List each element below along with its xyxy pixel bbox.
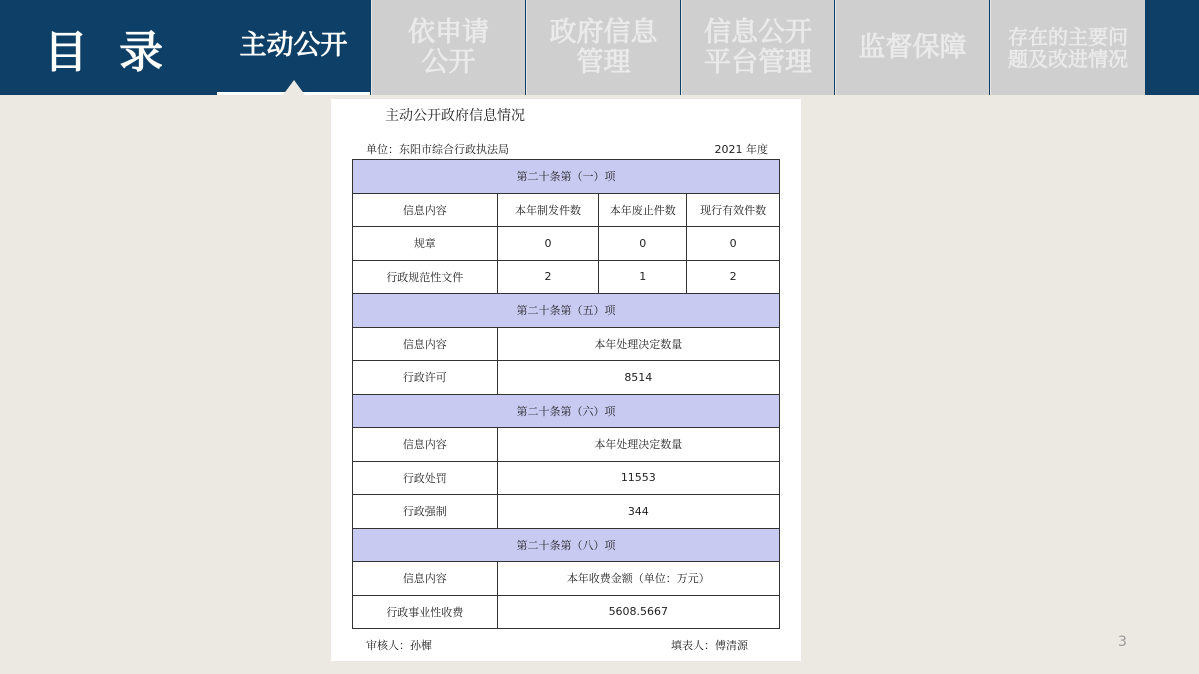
row-label: 规章 bbox=[353, 227, 498, 261]
cell-value: 344 bbox=[497, 495, 779, 529]
column-header: 本年制发件数 bbox=[497, 193, 599, 227]
column-header: 本年废止件数 bbox=[599, 193, 687, 227]
table-row bbox=[353, 227, 780, 261]
cell-value: 2 bbox=[497, 260, 599, 294]
table-row bbox=[353, 461, 780, 495]
document-unit: 单位：东阳市综合行政执法局 bbox=[366, 143, 509, 156]
tab-label-line1: 信息公开 bbox=[704, 16, 812, 48]
column-header: 信息内容 bbox=[353, 428, 498, 462]
page-number: 3 bbox=[1118, 634, 1127, 650]
tab-platform-management[interactable] bbox=[681, 0, 834, 95]
column-header: 信息内容 bbox=[353, 562, 498, 596]
tab-label: 主动公开 bbox=[239, 30, 348, 62]
tab-government-info-management[interactable] bbox=[526, 0, 680, 95]
tab-disclosure-on-request[interactable] bbox=[371, 0, 525, 95]
column-header: 信息内容 bbox=[353, 327, 498, 361]
table-row bbox=[353, 495, 780, 529]
table-row bbox=[353, 260, 780, 294]
cell-value: 2 bbox=[687, 260, 780, 294]
document-title: 主动公开政府信息情况 bbox=[385, 108, 525, 124]
document-year: 2021 年度 bbox=[714, 143, 768, 156]
cell-value: 5608.5667 bbox=[497, 595, 779, 629]
row-label: 行政强制 bbox=[353, 495, 498, 529]
table-row bbox=[353, 595, 780, 629]
tab-label-line1: 存在的主要问 bbox=[1008, 24, 1128, 49]
cell-value: 1 bbox=[599, 260, 687, 294]
toc-title: 目 录 bbox=[43, 26, 172, 78]
section-heading: 第二十条第（五）项 bbox=[353, 294, 780, 328]
top-navigation-bar bbox=[0, 0, 1199, 95]
section-heading-row bbox=[353, 528, 780, 562]
report-document bbox=[331, 99, 801, 661]
row-label: 行政事业性收费 bbox=[353, 595, 498, 629]
tab-supervision[interactable] bbox=[835, 0, 989, 95]
cell-value: 0 bbox=[497, 227, 599, 261]
report-table bbox=[352, 159, 780, 629]
tab-label-line1: 依申请 bbox=[408, 16, 489, 48]
section-heading-row bbox=[353, 160, 780, 194]
section-heading-row bbox=[353, 294, 780, 328]
tab-label: 监督保障 bbox=[858, 31, 967, 63]
column-header: 本年收费金额（单位：万元） bbox=[497, 562, 779, 596]
section-heading: 第二十条第（八）项 bbox=[353, 528, 780, 562]
row-label: 行政处罚 bbox=[353, 461, 498, 495]
table-header-row bbox=[353, 562, 780, 596]
table-row bbox=[353, 361, 780, 395]
table-header-row bbox=[353, 193, 780, 227]
tab-problems-and-improvements[interactable] bbox=[990, 0, 1145, 95]
reviewer: 审核人：孙樨 bbox=[366, 639, 432, 652]
column-header: 信息内容 bbox=[353, 193, 498, 227]
active-tab-pointer bbox=[283, 80, 305, 95]
section-heading: 第二十条第（一）项 bbox=[353, 160, 780, 194]
column-header: 本年处理决定数量 bbox=[497, 428, 779, 462]
table-header-row bbox=[353, 428, 780, 462]
row-label: 行政许可 bbox=[353, 361, 498, 395]
cell-value: 8514 bbox=[497, 361, 779, 395]
cell-value: 0 bbox=[599, 227, 687, 261]
section-heading: 第二十条第（六）项 bbox=[353, 394, 780, 428]
tab-label-line2: 公开 bbox=[421, 46, 476, 78]
tab-label-line1: 政府信息 bbox=[549, 16, 658, 48]
cell-value: 11553 bbox=[497, 461, 779, 495]
tab-label-line2: 平台管理 bbox=[704, 46, 812, 78]
tab-label-line2: 题及改进情况 bbox=[1008, 46, 1128, 71]
column-header: 现行有效件数 bbox=[687, 193, 780, 227]
tab-label-line2: 管理 bbox=[576, 46, 631, 78]
cell-value: 0 bbox=[687, 227, 780, 261]
section-heading-row bbox=[353, 394, 780, 428]
table-header-row bbox=[353, 327, 780, 361]
form-filler: 填表人：傅清源 bbox=[671, 639, 748, 652]
column-header: 本年处理决定数量 bbox=[497, 327, 779, 361]
row-label: 行政规范性文件 bbox=[353, 260, 498, 294]
